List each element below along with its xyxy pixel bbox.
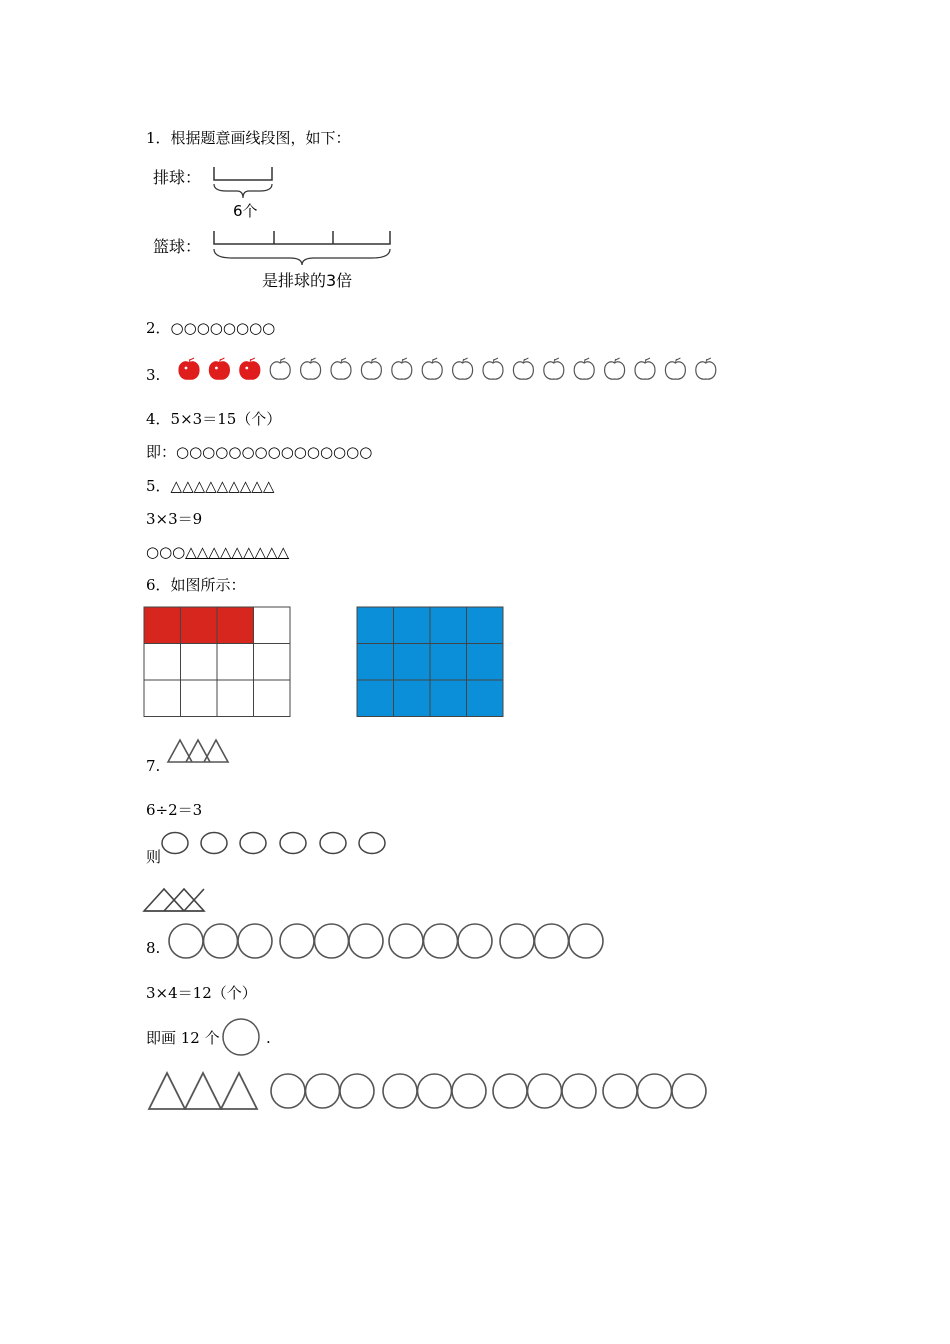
- item2-circles: 2．○○○○○○○○: [146, 319, 276, 337]
- circle-icon: [603, 1074, 637, 1108]
- item8-answer-prefix: 即画 12 个: [146, 1029, 220, 1047]
- circle-icon: [452, 1074, 486, 1108]
- circle-icon: [638, 1074, 672, 1108]
- item5-equation: 3×3＝9: [146, 510, 203, 528]
- volleyball-label: 排球：: [153, 168, 202, 187]
- item5-answer-triangles: △△△△△△△△△: [185, 543, 290, 561]
- item8-equation: 3×4＝12（个）: [146, 984, 257, 1002]
- triangle-icon: [221, 1073, 257, 1109]
- item4-answer: 即：○○○○○○○○○○○○○○○: [146, 443, 373, 461]
- circle-icon: [418, 1074, 452, 1108]
- item7-label: 7.: [146, 757, 161, 775]
- item4-equation: 4．5×3＝15（个）: [146, 410, 282, 428]
- item7-then-label: 则: [146, 848, 162, 866]
- circle-icon: [493, 1074, 527, 1108]
- circle-icon: [306, 1074, 340, 1108]
- circle-icon: [562, 1074, 596, 1108]
- basketball-label: 篮球：: [153, 237, 202, 256]
- triangle-icon: [149, 1073, 185, 1109]
- circle-icon: [383, 1074, 417, 1108]
- triangle-icon: [185, 1073, 221, 1109]
- item3-label: 3.: [146, 366, 161, 384]
- item5-answer-circles: ○○○: [146, 543, 186, 561]
- item6-title: 6．如图所示：: [146, 576, 246, 594]
- item8-label: 8.: [146, 939, 161, 957]
- item5-triangles: 5．△△△△△△△△△: [146, 477, 275, 495]
- circle-icon: [672, 1074, 706, 1108]
- triangle-group: [149, 1073, 257, 1109]
- item8-answer-suffix: .: [266, 1029, 271, 1047]
- volleyball-count: 6个: [233, 202, 258, 220]
- circle-icon: [271, 1074, 305, 1108]
- item1-title: 1．根据题意画线段图，如下：: [146, 129, 351, 147]
- circle-icon: [340, 1074, 374, 1108]
- item7-equation: 6÷2＝3: [146, 801, 203, 819]
- circle-icon: [528, 1074, 562, 1108]
- basketball-note: 是排球的3倍: [262, 271, 353, 290]
